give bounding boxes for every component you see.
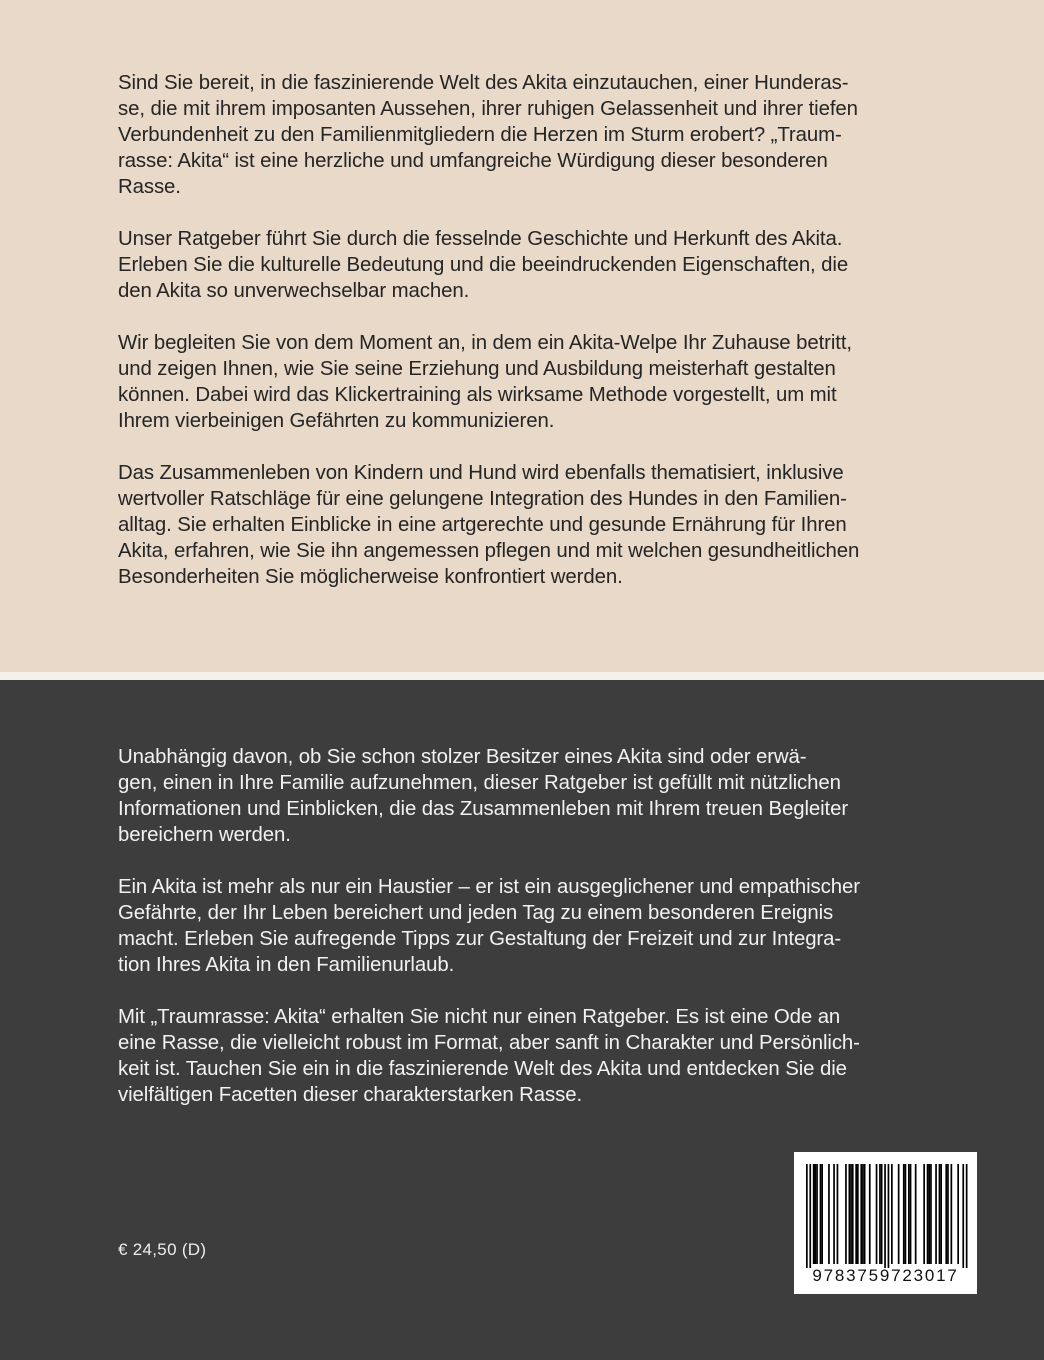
barcode-bar bbox=[879, 1164, 881, 1264]
text-line: den Akita so unverwechselbar machen. bbox=[118, 280, 470, 302]
text-line: se, die mit ihrem imposanten Aussehen, ihrer ruhigen Gelassenheit und ihrer tiefen bbox=[118, 98, 858, 120]
barcode-bar bbox=[820, 1164, 822, 1264]
barcode-bar bbox=[939, 1164, 941, 1264]
paragraph-training bbox=[118, 330, 918, 434]
barcode-bar bbox=[888, 1164, 890, 1268]
text-line: Unabhängig davon, ob Sie schon stolzer Besitzer eines Akita sind oder erwä- bbox=[118, 746, 807, 768]
barcode-bar bbox=[940, 1164, 942, 1264]
barcode-bar bbox=[910, 1164, 912, 1264]
barcode-bar bbox=[903, 1164, 905, 1264]
barcode-bar bbox=[898, 1164, 900, 1264]
barcode-bar bbox=[833, 1164, 835, 1264]
barcode-bar bbox=[860, 1164, 862, 1264]
barcode-bar bbox=[852, 1164, 854, 1264]
barcode-bar bbox=[957, 1164, 959, 1264]
barcode-bar bbox=[849, 1164, 851, 1264]
barcode-bar bbox=[891, 1164, 893, 1264]
barcode-bar bbox=[857, 1164, 859, 1264]
text-line: und zeigen Ihnen, wie Sie seine Erziehung und Ausbildung meisterhaft gestalten bbox=[118, 358, 836, 380]
paragraph-ode bbox=[118, 1004, 918, 1108]
paragraph-intro bbox=[118, 70, 918, 200]
text-line: Sind Sie bereit, in die faszinierende Welt des Akita einzutauchen, einer Hunderas- bbox=[118, 72, 849, 94]
barcode-bar bbox=[962, 1164, 964, 1268]
upper-section bbox=[0, 0, 1044, 672]
text-line: Erleben Sie die kulturelle Bedeutung und die beeindruckenden Eigenschaften, die bbox=[118, 254, 849, 276]
text-line: Mit „Traumrasse: Akita“ erhalten Sie nicht nur einen Ratgeber. Es ist eine Ode an bbox=[118, 1006, 841, 1028]
text-line: wertvoller Ratschläge für eine gelungene Integration des Hundes in den Familien- bbox=[118, 488, 847, 510]
barcode bbox=[794, 1152, 977, 1294]
barcode-bar bbox=[884, 1164, 886, 1268]
barcode-bar bbox=[876, 1164, 878, 1264]
barcode-bar bbox=[864, 1164, 866, 1264]
barcode-bar bbox=[855, 1164, 857, 1264]
text-line: Wir begleiten Sie von dem Moment an, in dem ein Akita-Welpe Ihr Zuhause betritt, bbox=[118, 332, 852, 354]
text-line: Informationen und Einblicken, die das Zusammenleben mit Ihrem treuen Begleiter bbox=[118, 798, 849, 820]
text-line: keit ist. Tauchen Sie ein in die faszinierende Welt des Akita und entdecken Sie die bbox=[118, 1058, 847, 1080]
barcode-bar bbox=[806, 1164, 808, 1268]
barcode-bar bbox=[862, 1164, 864, 1264]
barcode-bar bbox=[945, 1164, 947, 1264]
text-line: Akita, erfahren, wie Sie ihn angemessen pflegen und mit welchen gesundheitlichen bbox=[118, 540, 860, 562]
text-line: alltag. Sie erhalten Einblicke in eine artgerechte und gesunde Ernährung für Ihren bbox=[118, 514, 847, 536]
text-line: Gefährte, der Ihr Leben bereichert und jeden Tag zu einem besonderen Ereignis bbox=[118, 902, 834, 924]
barcode-bar bbox=[816, 1164, 818, 1264]
barcode-bar bbox=[869, 1164, 871, 1264]
barcode-bar bbox=[935, 1164, 937, 1264]
barcode-bar bbox=[905, 1164, 907, 1264]
text-line: macht. Erleben Sie aufregende Tipps zur Gestaltung der Freizeit und zur Integra- bbox=[118, 928, 842, 950]
text-line: Ihrem vierbeinigen Gefährten zu kommunizieren. bbox=[118, 410, 555, 432]
text-line: rasse: Akita“ ist eine herzliche und umfangreiche Würdigung dieser besonderen bbox=[118, 150, 828, 172]
barcode-bar bbox=[809, 1164, 811, 1268]
paragraph-companion bbox=[118, 874, 918, 978]
barcode-bar bbox=[927, 1164, 929, 1264]
text-line: gen, einen in Ihre Familie aufzunehmen, dieser Ratgeber ist gefüllt mit nützlichen bbox=[118, 772, 841, 794]
text-line: Ein Akita ist mehr als nur ein Haustier – er ist ein ausgeglichener und empathischer bbox=[118, 876, 860, 898]
paragraph-owners bbox=[118, 744, 918, 848]
text-line: Das Zusammenleben von Kindern und Hund wird ebenfalls thematisiert, inklusive bbox=[118, 462, 844, 484]
paragraph-family bbox=[118, 460, 918, 590]
barcode-bar bbox=[915, 1164, 917, 1264]
paragraph-history bbox=[118, 226, 918, 304]
price-label: € 24,50 (D) bbox=[118, 1240, 207, 1259]
text-line: können. Dabei wird das Klickertraining als wirksame Methode vorgestellt, um mit bbox=[118, 384, 837, 406]
text-line: bereichern werden. bbox=[118, 824, 291, 846]
section-divider bbox=[0, 672, 1044, 680]
barcode-bar bbox=[828, 1164, 830, 1264]
text-line: Verbundenheit zu den Familienmitgliedern die Herzen im Sturm erobert? „Traum- bbox=[118, 124, 842, 146]
text-line: eine Rasse, die vielleicht robust im Format, aber sanft in Charakter und Persönlich- bbox=[118, 1032, 860, 1054]
barcode-bar bbox=[821, 1164, 823, 1264]
isbn-number: 9783759723017 bbox=[812, 1266, 959, 1285]
barcode-bar bbox=[951, 1164, 953, 1264]
barcode-bar bbox=[815, 1164, 817, 1264]
text-line: vielfältigen Facetten dieser charakterstarken Rasse. bbox=[118, 1084, 583, 1106]
barcode-bar bbox=[837, 1164, 839, 1264]
barcode-bars bbox=[794, 1152, 977, 1268]
barcode-bar bbox=[947, 1164, 949, 1264]
barcode-bar bbox=[930, 1164, 932, 1264]
barcode-bar bbox=[928, 1164, 930, 1264]
text-line: Rasse. bbox=[118, 176, 181, 198]
barcode-bar bbox=[966, 1164, 968, 1268]
lower-text-block bbox=[118, 744, 918, 1134]
text-line: tion Ihres Akita in den Familienurlaub. bbox=[118, 954, 455, 976]
lower-section bbox=[0, 680, 1044, 1360]
text-line: Unser Ratgeber führt Sie durch die fesselnde Geschichte und Herkunft des Akita. bbox=[118, 228, 843, 250]
barcode-bar bbox=[881, 1164, 883, 1264]
barcode-bar bbox=[908, 1164, 910, 1264]
barcode-bar bbox=[813, 1164, 815, 1264]
upper-text-block bbox=[118, 70, 918, 616]
text-line: Besonderheiten Sie möglicherweise konfrontiert werden. bbox=[118, 566, 623, 588]
barcode-bar bbox=[923, 1164, 925, 1264]
barcode-bar bbox=[850, 1164, 852, 1264]
barcode-bar bbox=[845, 1164, 847, 1264]
